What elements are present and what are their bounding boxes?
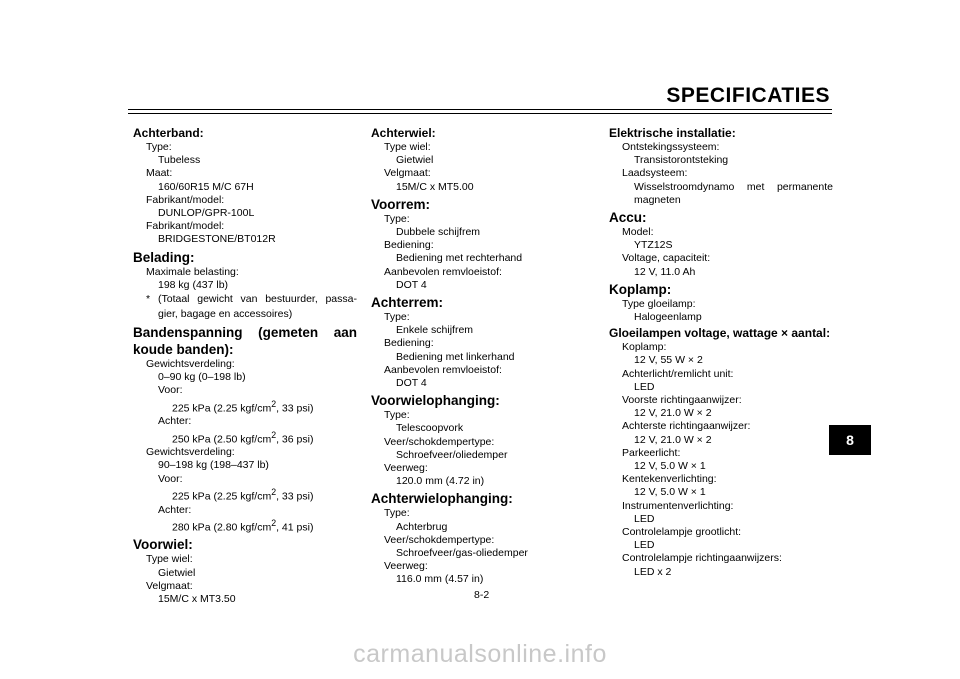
spec-value: Schroefveer/oliedemper: [396, 448, 508, 461]
spec-value: DOT 4: [396, 377, 427, 390]
unit-exponent: 2: [271, 517, 277, 528]
column-right: [609, 124, 833, 579]
spec-label: Instrumentenverlichting:: [622, 499, 734, 512]
section-heading: Elektrische installatie:: [609, 126, 736, 140]
spec-label: Fabrikant/model:: [146, 220, 225, 233]
spec-label: Gewichtsverdeling:: [146, 358, 235, 371]
spec-value: [133, 398, 357, 416]
section-heading: Achterwiel:: [371, 126, 436, 140]
spec-label: Velgmaat:: [384, 167, 431, 180]
spec-sublabel: Achter:: [158, 415, 192, 428]
spec-label: Veer/schokdempertype:: [384, 435, 495, 448]
spec-value: DUNLOP/GPR-100L: [158, 207, 255, 220]
pressure-value: 280 kPa (2.80 kgf/cm: [172, 521, 272, 534]
section-heading: Voorwiel:: [133, 537, 193, 553]
spec-value: 120.0 mm (4.72 in): [396, 475, 485, 488]
spec-label: Velgmaat:: [146, 579, 193, 592]
spec-value: Halogeenlamp: [634, 311, 702, 324]
footnote-marker: *: [146, 293, 151, 306]
spec-value: 116.0 mm (4.57 in): [396, 573, 484, 586]
spec-value: 90–198 kg (198–437 lb): [158, 459, 269, 472]
spec-value: YTZ12S: [634, 239, 673, 252]
page-number: 8-2: [474, 589, 490, 601]
spec-label: Veer/schokdempertype:: [384, 533, 495, 546]
spec-value: 15M/C x MT3.50: [158, 593, 236, 606]
spec-label: Veerweg:: [384, 462, 428, 475]
pressure-value: 250 kPa (2.50 kgf/cm: [172, 433, 272, 446]
spec-label: Achterste richtingaanwijzer:: [622, 420, 751, 433]
spec-value: 198 kg (437 lb): [158, 278, 229, 291]
spec-value: 12 V, 11.0 Ah: [634, 265, 696, 278]
column-left: [133, 124, 357, 606]
unit-exponent: 2: [271, 429, 277, 440]
spec-value: Tubeless: [158, 154, 201, 167]
unit-exponent: 2: [271, 486, 277, 497]
spec-label: Controlelampje grootlicht:: [622, 526, 742, 539]
spec-sublabel: Achter:: [158, 503, 192, 516]
spec-label: Parkeerlicht:: [622, 446, 681, 459]
spec-label: Type gloeilamp:: [622, 297, 696, 310]
spec-label: Voorste richtingaanwijzer:: [622, 394, 742, 407]
spec-label: Aanbevolen remvloeistof:: [384, 363, 502, 376]
section-heading: Voorrem:: [371, 196, 431, 212]
section-heading: Achterwielophanging:: [371, 491, 513, 507]
spec-value: Gietwiel: [158, 566, 196, 579]
spec-value: 12 V, 21.0 W × 2: [634, 433, 712, 446]
section-heading: Gloeilampen voltage, wattage × aantal:: [609, 326, 831, 341]
spec-value: 12 V, 5.0 W × 1: [634, 460, 706, 473]
spec-sublabel: Voor:: [158, 384, 183, 397]
spec-label: Type wiel:: [384, 141, 431, 153]
spec-value: 160/60R15 M/C 67H: [158, 180, 254, 193]
page-title: SPECIFICATIES: [666, 84, 830, 107]
spec-label: Type wiel:: [146, 553, 193, 566]
spec-value: LED: [634, 380, 655, 393]
unit-exponent: 2: [271, 398, 277, 409]
spec-value: Gietwiel: [396, 154, 434, 167]
spec-label: Type:: [384, 311, 410, 324]
spec-value: Wisselstroomdynamo met permanente magneten: [634, 180, 833, 206]
spec-value: Achterbrug: [396, 520, 448, 533]
spec-label: Aanbevolen remvloeistof:: [384, 265, 502, 278]
spec-label: Model:: [622, 226, 654, 239]
spec-value: 0–90 kg (0–198 lb): [158, 371, 246, 384]
spec-value: LED: [634, 539, 655, 552]
spec-value: 12 V, 55 W × 2: [634, 354, 703, 367]
spec-value: LED x 2: [634, 565, 672, 578]
spec-value: BRIDGESTONE/BT012R: [158, 233, 276, 246]
spec-label: Voltage, capaciteit:: [622, 252, 711, 265]
spec-value: 15M/C x MT5.00: [396, 180, 474, 193]
spec-value: 12 V, 21.0 W × 2: [634, 407, 712, 420]
section-heading: Achterband:: [133, 126, 204, 140]
section-heading: Belading:: [133, 249, 195, 265]
footnote: [133, 292, 357, 322]
section-heading: Koplamp:: [609, 281, 672, 297]
spec-label: Gewichtsverdeling:: [146, 446, 235, 459]
spec-value: Transistorontsteking: [634, 154, 729, 167]
watermark: carmanualsonline.info: [353, 640, 607, 668]
spec-label: Controlelampje richtingaanwijzers:: [622, 552, 782, 565]
spec-label: Koplamp:: [622, 341, 667, 354]
section-heading: Voorwielophanging:: [371, 393, 500, 409]
section-heading: Achterrem:: [371, 295, 444, 311]
spec-label: Maximale belasting:: [146, 265, 239, 278]
spec-label: Laadsysteem:: [622, 167, 688, 180]
spec-label: Type:: [384, 507, 410, 520]
spec-label: Type:: [146, 141, 172, 153]
spec-label: Bediening:: [384, 239, 434, 252]
spec-label: Bediening:: [384, 337, 434, 350]
spec-value: Bediening met rechterhand: [396, 252, 523, 265]
spec-label: Maat:: [146, 167, 173, 180]
spec-label: Ontstekingssysteem:: [622, 141, 720, 153]
spec-value: DOT 4: [396, 278, 427, 291]
spec-value: Dubbele schijfrem: [396, 226, 481, 239]
pressure-value: 225 kPa (2.25 kgf/cm: [172, 402, 272, 415]
spec-label: Type:: [384, 212, 410, 225]
spec-label: Kentekenverlichting:: [622, 473, 717, 486]
pressure-value-psi: , 41 psi): [276, 521, 314, 534]
spec-sublabel: Voor:: [158, 472, 183, 485]
spec-label: Veerweg:: [384, 560, 428, 573]
spec-label: Type:: [384, 409, 410, 422]
spec-value: [133, 429, 357, 447]
spec-value: Schroefveer/gas-oliedemper: [396, 547, 528, 560]
spec-label: Fabrikant/model:: [146, 193, 225, 206]
section-heading: Bandenspanning (gemeten aan koude banden):: [133, 325, 357, 358]
spec-value: 12 V, 5.0 W × 1: [634, 486, 706, 499]
pressure-value-psi: , 33 psi): [276, 402, 314, 415]
spec-value: [133, 486, 357, 504]
header-rule-bottom: [128, 113, 832, 114]
chapter-tab: 8: [829, 425, 871, 455]
spec-value: Bediening met linkerhand: [396, 350, 515, 363]
pressure-value-psi: , 33 psi): [276, 490, 314, 503]
spec-value: LED: [634, 512, 655, 525]
section-heading: Accu:: [609, 210, 647, 226]
pressure-value-psi: , 36 psi): [276, 433, 314, 446]
pressure-value: 225 kPa (2.25 kgf/cm: [172, 490, 272, 503]
spec-value: Enkele schijfrem: [396, 324, 474, 337]
header-rule-top: [128, 109, 832, 110]
spec-value: Telescoopvork: [396, 422, 464, 435]
footnote-text: (Totaal gewicht van bestuurder, passa-gier, bagage en accessoires): [158, 293, 357, 321]
spec-value: [133, 517, 357, 535]
column-middle: [371, 124, 595, 587]
spec-label: Achterlicht/remlicht unit:: [622, 367, 734, 380]
